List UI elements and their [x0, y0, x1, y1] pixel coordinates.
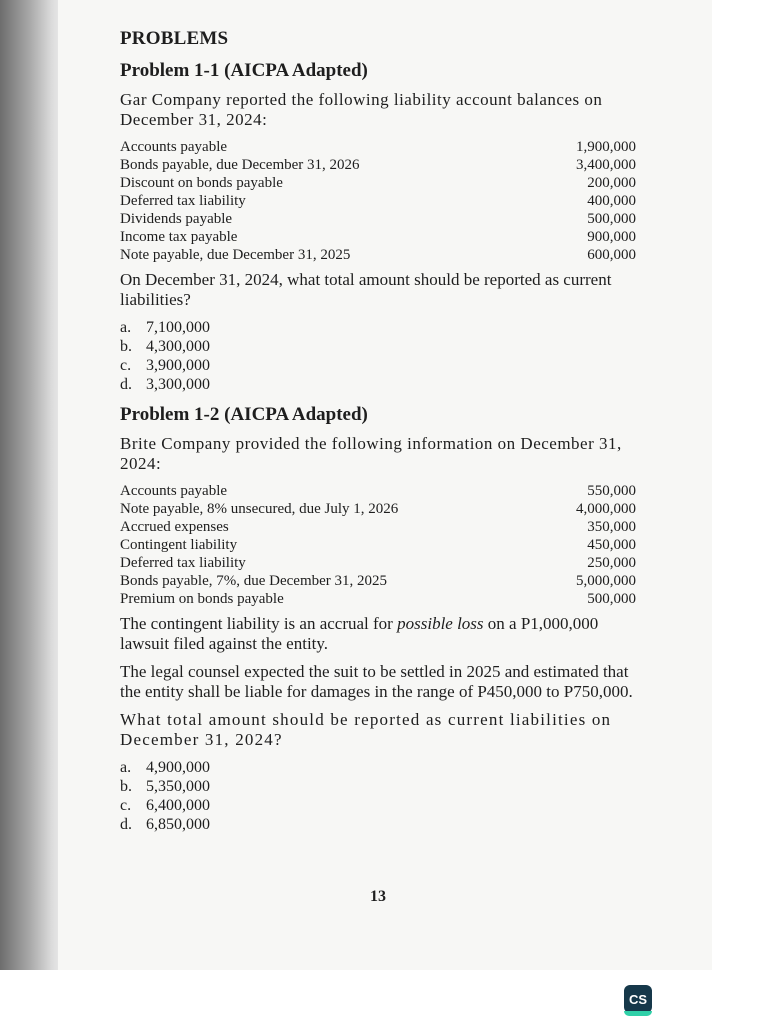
answer-choice: [120, 758, 636, 777]
choice-text: 5,350,000: [146, 778, 210, 795]
item-amount: 500,000: [587, 591, 636, 607]
choice-text: 6,850,000: [146, 816, 210, 833]
item-label: Accrued expenses: [120, 519, 229, 535]
item-amount: 200,000: [587, 175, 636, 191]
item-amount: 400,000: [587, 193, 636, 209]
problem-2-item: [120, 518, 636, 536]
item-label: Income tax payable: [120, 229, 238, 245]
choice-letter: d.: [120, 376, 132, 393]
logo-text: CS: [628, 991, 648, 1007]
item-label: Bonds payable, 7%, due December 31, 2025: [120, 573, 388, 589]
item-label: Accounts payable: [120, 139, 228, 155]
item-label: Contingent liability: [120, 537, 238, 553]
choice-text: 4,300,000: [146, 338, 210, 355]
problem-2-item: [120, 554, 636, 572]
answer-choice: [120, 777, 636, 796]
choice-letter: c.: [120, 797, 132, 814]
problem-2-title: Problem 1-2 (AICPA Adapted): [120, 404, 368, 425]
problem-2-item: [120, 500, 636, 518]
item-amount: 450,000: [587, 537, 636, 553]
problem-2-item: [120, 572, 636, 590]
choice-text: 7,100,000: [146, 319, 210, 336]
choice-text: 6,400,000: [146, 797, 210, 814]
choice-letter: b.: [120, 338, 132, 355]
item-label: Note payable, 8% unsecured, due July 1, 2026: [120, 501, 399, 517]
item-label: Dividends payable: [120, 211, 233, 227]
choice-letter: a.: [120, 759, 132, 776]
answer-choice: [120, 815, 636, 834]
problem-2-item: [120, 590, 636, 608]
problem-1-question: On December 31, 2024, what total amount should be reported as current liabilities?: [120, 270, 612, 309]
problem-1-choices: [120, 318, 636, 394]
item-label: Premium on bonds payable: [120, 591, 284, 607]
item-amount: 4,000,000: [576, 501, 636, 517]
item-amount: 250,000: [587, 555, 636, 571]
item-label: Discount on bonds payable: [120, 175, 283, 191]
problem-2-item: [120, 536, 636, 554]
choice-text: 4,900,000: [146, 759, 210, 776]
problem-1-intro: Gar Company reported the following liability account balances on December 31, 2024:: [120, 90, 603, 129]
page-number: 13: [370, 888, 386, 905]
choice-letter: d.: [120, 816, 132, 833]
section-heading: PROBLEMS: [120, 28, 229, 49]
answer-choice: [120, 318, 636, 337]
answer-choice: [120, 337, 636, 356]
problem-2-question: What total amount should be reported as current liabilities on December 31, 2024?: [120, 710, 612, 749]
problem-2-intro: Brite Company provided the following information on December 31, 2024:: [120, 434, 622, 473]
choice-text: 3,300,000: [146, 376, 210, 393]
problem-2-choices: [120, 758, 636, 834]
item-amount: 500,000: [587, 211, 636, 227]
item-amount: 600,000: [587, 247, 636, 263]
answer-choice: [120, 796, 636, 815]
problem-2-note-2: The legal counsel expected the suit to be settled in 2025 and estimated that the entity shall be liable for damages in the range of P450,000 to P750,000.: [120, 662, 633, 701]
problem-1-item: [120, 210, 636, 228]
problem-1-item: [120, 156, 636, 174]
page-content: [120, 28, 636, 905]
problem-1-item: [120, 138, 636, 156]
item-amount: 900,000: [587, 229, 636, 245]
note-text: The contingent liability is an accrual for: [120, 614, 398, 633]
note-text: on a P1,000,000 lawsuit filed against the entity.: [120, 614, 599, 653]
item-label: Note payable, due December 31, 2025: [120, 247, 351, 263]
item-amount: 550,000: [587, 483, 636, 499]
problem-1-item: [120, 192, 636, 210]
problem-1-item: [120, 228, 636, 246]
camscanner-logo-icon: [624, 985, 652, 1013]
choice-letter: c.: [120, 357, 132, 374]
problem-1-item: [120, 174, 636, 192]
problem-1-title: Problem 1-1 (AICPA Adapted): [120, 60, 368, 81]
choice-text: 3,900,000: [146, 357, 210, 374]
note-emphasis: possible loss: [397, 614, 484, 633]
item-amount: 5,000,000: [576, 573, 636, 589]
choice-letter: a.: [120, 319, 132, 336]
problem-1-item: [120, 246, 636, 264]
item-label: Bonds payable, due December 31, 2026: [120, 157, 360, 173]
problem-2-items: [120, 482, 636, 608]
problem-2-item: [120, 482, 636, 500]
item-amount: 1,900,000: [576, 139, 636, 155]
problem-2-note: [120, 614, 636, 654]
item-label: Deferred tax liability: [120, 555, 246, 571]
choice-letter: b.: [120, 778, 132, 795]
item-amount: 3,400,000: [576, 157, 636, 173]
item-label: Deferred tax liability: [120, 193, 246, 209]
answer-choice: [120, 375, 636, 394]
problem-1-items: [120, 138, 636, 264]
answer-choice: [120, 356, 636, 375]
item-amount: 350,000: [587, 519, 636, 535]
item-label: Accounts payable: [120, 483, 228, 499]
